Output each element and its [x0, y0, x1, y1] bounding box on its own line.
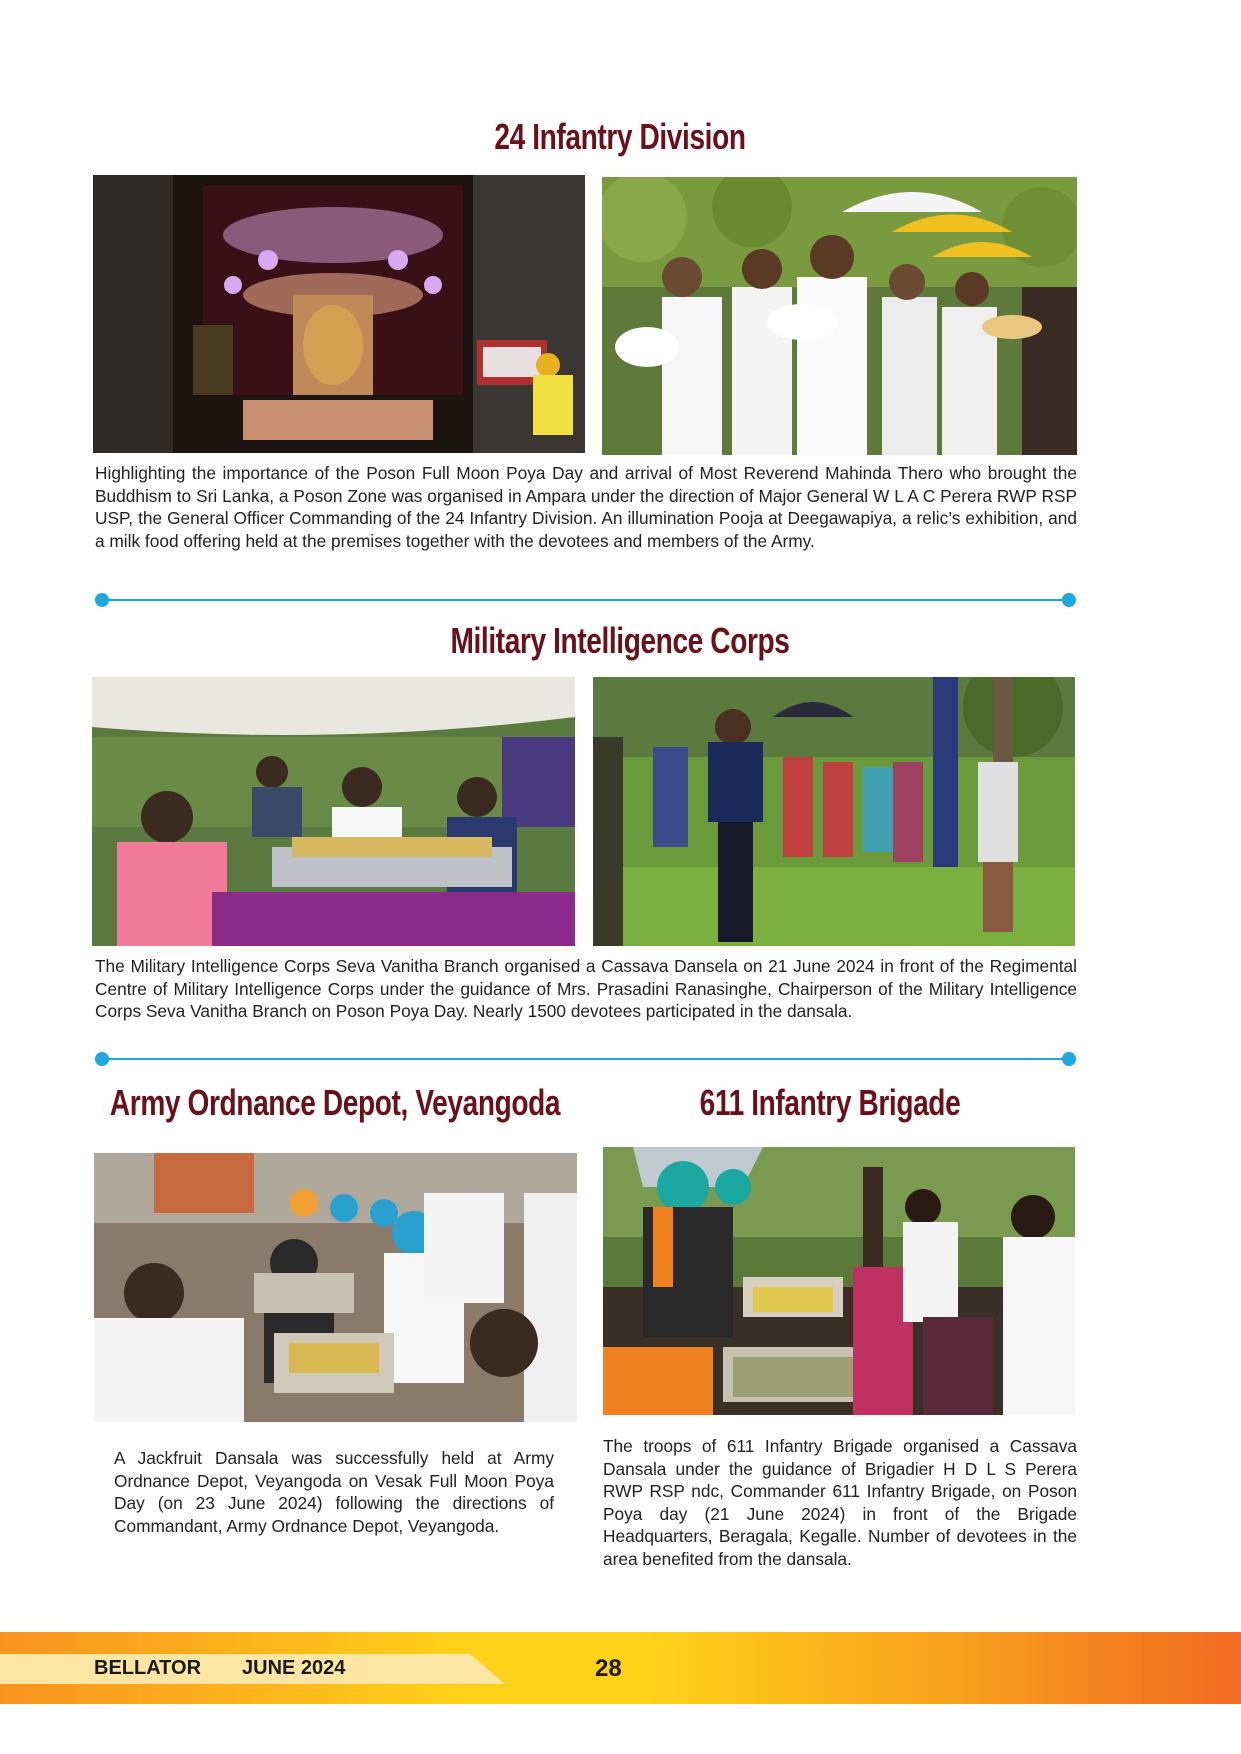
photo-cassava-dansala [603, 1147, 1075, 1415]
divider-dot-right [1062, 593, 1076, 607]
footer-publication-name: BELLATOR [94, 1657, 202, 1679]
section-title-military-intelligence-corps: Military Intelligence Corps [450, 620, 790, 661]
caption-military-intelligence-corps: The Military Intelligence Corps Seva Vanitha Branch organised a Cassava Dansela on 21 June 2024 in front of the Regimental Centre of Military Intelligence Corps under the guidance of Mrs. Prasadini Ranasinghe, Chairperson of the Military Intelligence Corps Seva Vanitha Branch on Poson Poya Day. Nearly 1500 devotees participated in the dansala. [95, 956, 1077, 1021]
section-title-24-infantry-division: 24 Infantry Division [494, 116, 746, 157]
section-divider-2 [102, 1058, 1069, 1060]
section-divider-1 [102, 599, 1069, 601]
photo-poson-procession [602, 177, 1077, 455]
caption-611-infantry-brigade: The troops of 611 Infantry Brigade organised a Cassava Dansala under the guidance of Brigadier H D L S Perera RWP RSP ndc, Commander 611 Infantry Brigade, on Poson Poya day (21 June 2024) in front of the Brigade Headquarters, Beragala, Kegalle. Number of devotees in the area benefited from the dansala. [603, 1436, 1077, 1569]
page-number: 28 [595, 1655, 622, 1682]
divider-dot-left [95, 593, 109, 607]
divider-dot-right [1062, 1052, 1076, 1066]
photo-poson-pandal [93, 175, 585, 453]
caption-army-ordnance-depot: A Jackfruit Dansala was successfully held at Army Ordnance Depot, Veyangoda on Vesak Full Moon Poya Day (on 23 June 2024) following the directions of Commandant, Army Ordnance Depot, Veyangoda. [114, 1448, 554, 1536]
caption-24-infantry-division: Highlighting the importance of the Poson Full Moon Poya Day and arrival of Most Reverend Mahinda Thero who brought the Buddhism to Sri Lanka, a Poson Zone was organised in Ampara under the direction of Major General W L A C Perera RWP RSP USP, the General Officer Commanding of the 24 Infantry Division. An illumination Pooja at Deegawapiya, a relic’s exhibition, and a milk food offering held at the premises together with the devotees and members of the Army. [95, 463, 1077, 551]
section-title-611-infantry-brigade: 611 Infantry Brigade [699, 1082, 961, 1123]
photo-dansala-serving [92, 677, 575, 946]
footer-issue-date: JUNE 2024 [242, 1657, 346, 1679]
section-title-army-ordnance-depot: Army Ordnance Depot, Veyangoda [109, 1082, 561, 1123]
photo-jackfruit-dansala [94, 1153, 577, 1422]
divider-dot-left [95, 1052, 109, 1066]
photo-dansala-queue [593, 677, 1075, 946]
